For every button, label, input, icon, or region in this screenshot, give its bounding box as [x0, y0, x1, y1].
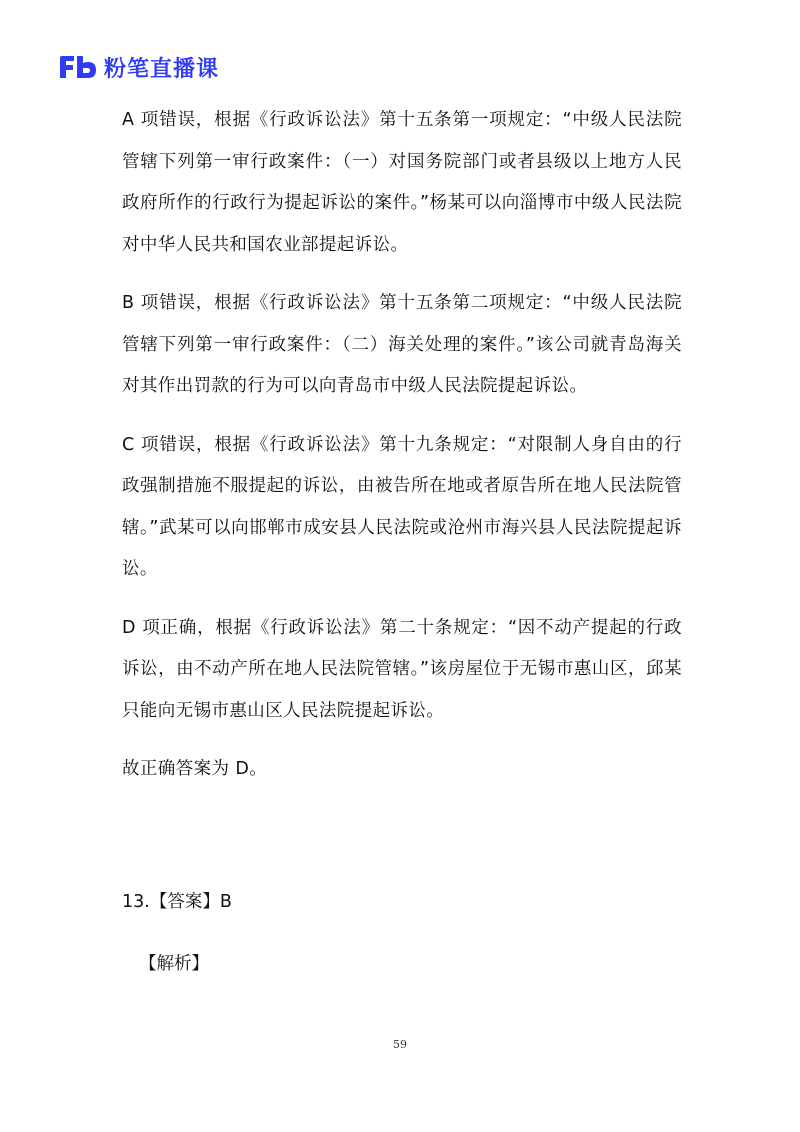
option-c-explanation: C 项错误，根据《行政诉讼法》第十九条规定：“对限制人身自由的行政强制措施不服提起的诉讼，由被告所在地或者原告所在地人民法院管辖。”武某可以向邯郸市成安县人民法院或沧州市海兴县人民法院提起诉讼。	[122, 434, 682, 579]
fenbi-logo-icon	[58, 54, 98, 80]
page-number: 59	[393, 1038, 407, 1051]
option-a-explanation: A 项错误，根据《行政诉讼法》第十五条第一项规定：“中级人民法院管辖下列第一审行政案件：（一）对国务院部门或者县级以上地方人民政府所作的行政行为提起诉讼的案件。”杨某可以向淄博市中级人民法院对中华人民共和国农业部提起诉讼。	[122, 110, 682, 255]
page-header	[58, 52, 219, 82]
explanation-body	[122, 100, 682, 808]
question-13-answer: 13.【答案】B	[122, 892, 232, 912]
conclusion: 故正确答案为 D。	[122, 759, 268, 779]
option-b-explanation: B 项错误，根据《行政诉讼法》第十五条第二项规定：“中级人民法院管辖下列第一审行政案件：（二）海关处理的案件。”该公司就青岛海关对其作出罚款的行为可以向青岛市中级人民法院提起诉讼。	[122, 293, 682, 396]
option-d-explanation: D 项正确，根据《行政诉讼法》第二十条规定：“因不动产提起的行政诉讼，由不动产所在地人民法院管辖。”该房屋位于无锡市惠山区，邱某只能向无锡市惠山区人民法院提起诉讼。	[122, 617, 682, 721]
brand-name: 粉笔直播课	[104, 56, 220, 82]
analysis-heading: 【解析】	[139, 954, 209, 974]
